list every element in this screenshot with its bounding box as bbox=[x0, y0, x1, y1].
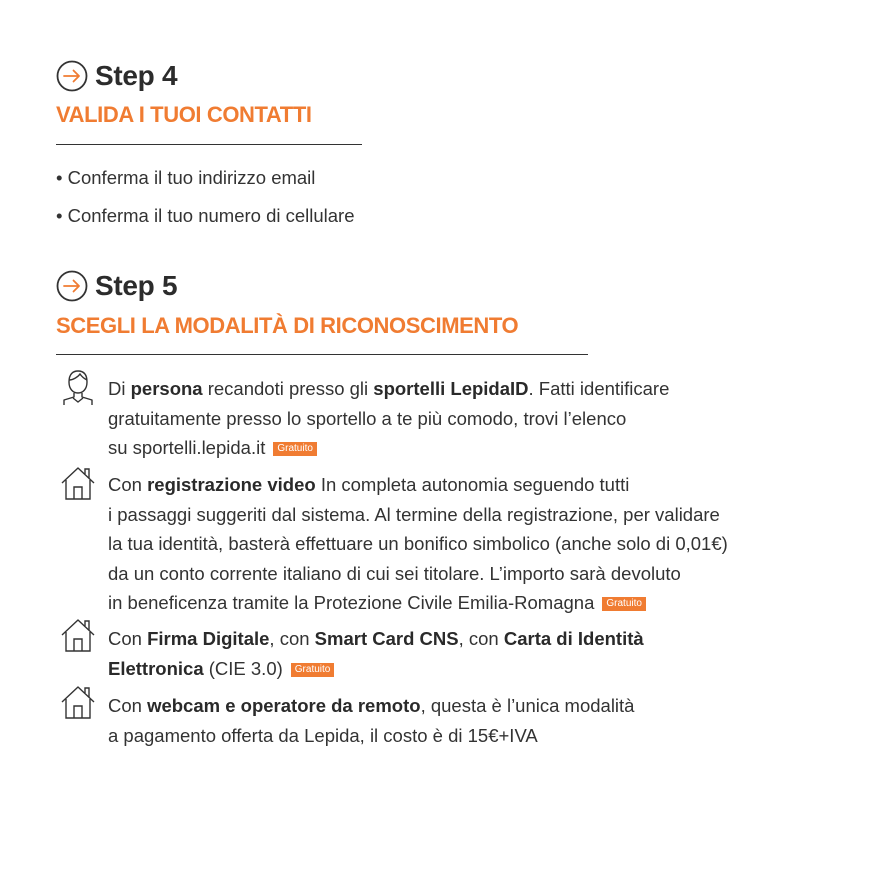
mode-video-line3: la tua identità, basterà effettuare un bonifico simbolico (anche solo di 0,01€) bbox=[108, 533, 728, 554]
step4-header bbox=[56, 60, 177, 92]
mode-video-line5: in beneficenza tramite la Protezione Civile Emilia-Romagna Gratuito bbox=[108, 588, 728, 618]
step5-divider bbox=[56, 354, 588, 355]
step5-subtitle: SCEGLI LA MODALITÀ DI RICONOSCIMENTO bbox=[56, 313, 519, 338]
mode-persona-line3 bbox=[108, 433, 669, 463]
mode-webcam-line1: Con webcam e operatore da remoto, questa è l’unica modalità bbox=[108, 695, 635, 716]
house-icon bbox=[60, 465, 96, 503]
sportelli-link[interactable]: su sportelli.lepida.it bbox=[108, 437, 266, 458]
mode-persona-line2: gratuitamente presso lo sportello a te più comodo, trovi l’elenco bbox=[108, 407, 627, 429]
free-badge: Gratuito bbox=[602, 597, 646, 611]
house-icon bbox=[60, 684, 96, 722]
person-icon bbox=[60, 368, 96, 406]
free-badge: Gratuito bbox=[273, 442, 317, 456]
mode-digital-line2: Elettronica (CIE 3.0) Gratuito bbox=[108, 654, 644, 684]
mode-digital-line1: Con Firma Digitale, con Smart Card CNS, con Carta di Identità bbox=[108, 628, 644, 649]
mode-webcam-line2: a pagamento offerta da Lepida, il costo è di 15€+IVA bbox=[108, 724, 538, 746]
mode-video-line1: Con registrazione video In completa autonomia seguendo tutti bbox=[108, 474, 630, 495]
step4-bullet-phone: • Conferma il tuo numero di cellulare bbox=[56, 205, 355, 226]
mode-digital-signature bbox=[108, 624, 644, 683]
free-badge: Gratuito bbox=[291, 663, 335, 677]
mode-video-line2: i passaggi suggeriti dal sistema. Al termine della registrazione, per validare bbox=[108, 503, 720, 525]
mode-persona-line1: Di persona recandoti presso gli sportelli LepidaID. Fatti identificare bbox=[108, 378, 670, 399]
arrow-circle-icon bbox=[56, 270, 88, 302]
step4-divider bbox=[56, 144, 362, 145]
mode-webcam bbox=[108, 691, 634, 750]
mode-video bbox=[108, 470, 728, 618]
arrow-circle-icon bbox=[56, 60, 88, 92]
step5-header bbox=[56, 270, 177, 302]
step4-bullet-email: • Conferma il tuo indirizzo email bbox=[56, 167, 316, 188]
step5-title: Step 5 bbox=[95, 270, 178, 301]
mode-video-line4: da un conto corrente italiano di cui sei titolare. L’importo sarà devoluto bbox=[108, 562, 681, 584]
mode-persona bbox=[108, 374, 669, 463]
house-icon bbox=[60, 617, 96, 655]
step4-subtitle: VALIDA I TUOI CONTATTI bbox=[56, 102, 312, 127]
step4-title: Step 4 bbox=[95, 60, 178, 91]
